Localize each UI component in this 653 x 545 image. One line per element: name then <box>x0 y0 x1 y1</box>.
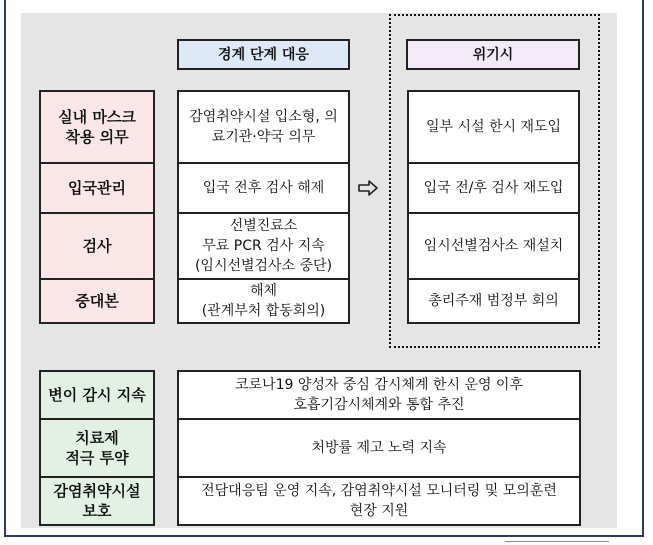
alert-entry <box>177 162 350 214</box>
alert-hq <box>177 278 350 324</box>
crisis-mask-text: 일부 시설 한시 재도입 <box>425 119 562 135</box>
category-entry-label: 입국관리 <box>68 179 126 197</box>
category-mask-label: 실내 마스크 착용 의무 <box>58 108 136 146</box>
content-variant <box>177 370 581 420</box>
content-facility-text: 전담대응팀 운영 지속, 감염취약시설 모니터링 및 모의훈련 현장 지원 <box>201 483 557 519</box>
category-test <box>39 212 155 280</box>
crisis-hq-text: 총리주재 범정부 회의 <box>428 293 559 309</box>
alert-test-text: 선별진료소 무료 PCR 검사 지속 (임시선별검사소 중단) <box>194 218 333 274</box>
category-facility-label: 감염취약시설 보호 <box>53 482 141 520</box>
header-alert-response-label: 경계 단계 대응 <box>218 46 309 63</box>
crisis-entry <box>407 162 580 214</box>
category-mask <box>39 90 155 164</box>
category-treatment-label: 치료제 적극 투약 <box>65 429 129 467</box>
footer-divider <box>505 541 609 542</box>
category-hq-label: 중대본 <box>75 292 119 310</box>
crisis-entry-text: 입국 전/후 검사 재도입 <box>423 180 564 196</box>
alert-hq-text: 해체 (관계부처 합동회의) <box>201 283 326 319</box>
crisis-hq <box>407 278 580 324</box>
alert-test <box>177 212 350 280</box>
alert-entry-text: 입국 전후 검사 해제 <box>202 180 325 196</box>
content-treatment-text: 처방률 제고 노력 지속 <box>311 440 447 456</box>
category-facility <box>39 476 155 526</box>
category-variant-label: 변이 감시 지속 <box>48 386 146 404</box>
category-test-label: 검사 <box>82 237 112 255</box>
double-arrow-right-icon <box>356 176 380 200</box>
content-facility <box>177 476 581 526</box>
content-treatment <box>177 418 581 478</box>
crisis-test <box>407 212 580 280</box>
crisis-test-text: 임시선별검사소 재설치 <box>423 238 564 254</box>
category-hq <box>39 278 155 324</box>
alert-mask-text: 감염취약시설 입소형, 의 료기관·약국 의무 <box>189 109 338 145</box>
content-variant-text: 코로나19 양성자 중심 감시체계 한시 운영 이후 호흡기감시체계와 통합 추진 <box>235 377 523 413</box>
header-alert-response <box>177 39 350 70</box>
header-crisis-label: 위기시 <box>472 46 514 63</box>
crisis-mask <box>407 90 580 164</box>
category-treatment <box>39 418 155 478</box>
category-entry <box>39 162 155 214</box>
category-variant <box>39 370 155 420</box>
alert-mask <box>177 90 350 164</box>
